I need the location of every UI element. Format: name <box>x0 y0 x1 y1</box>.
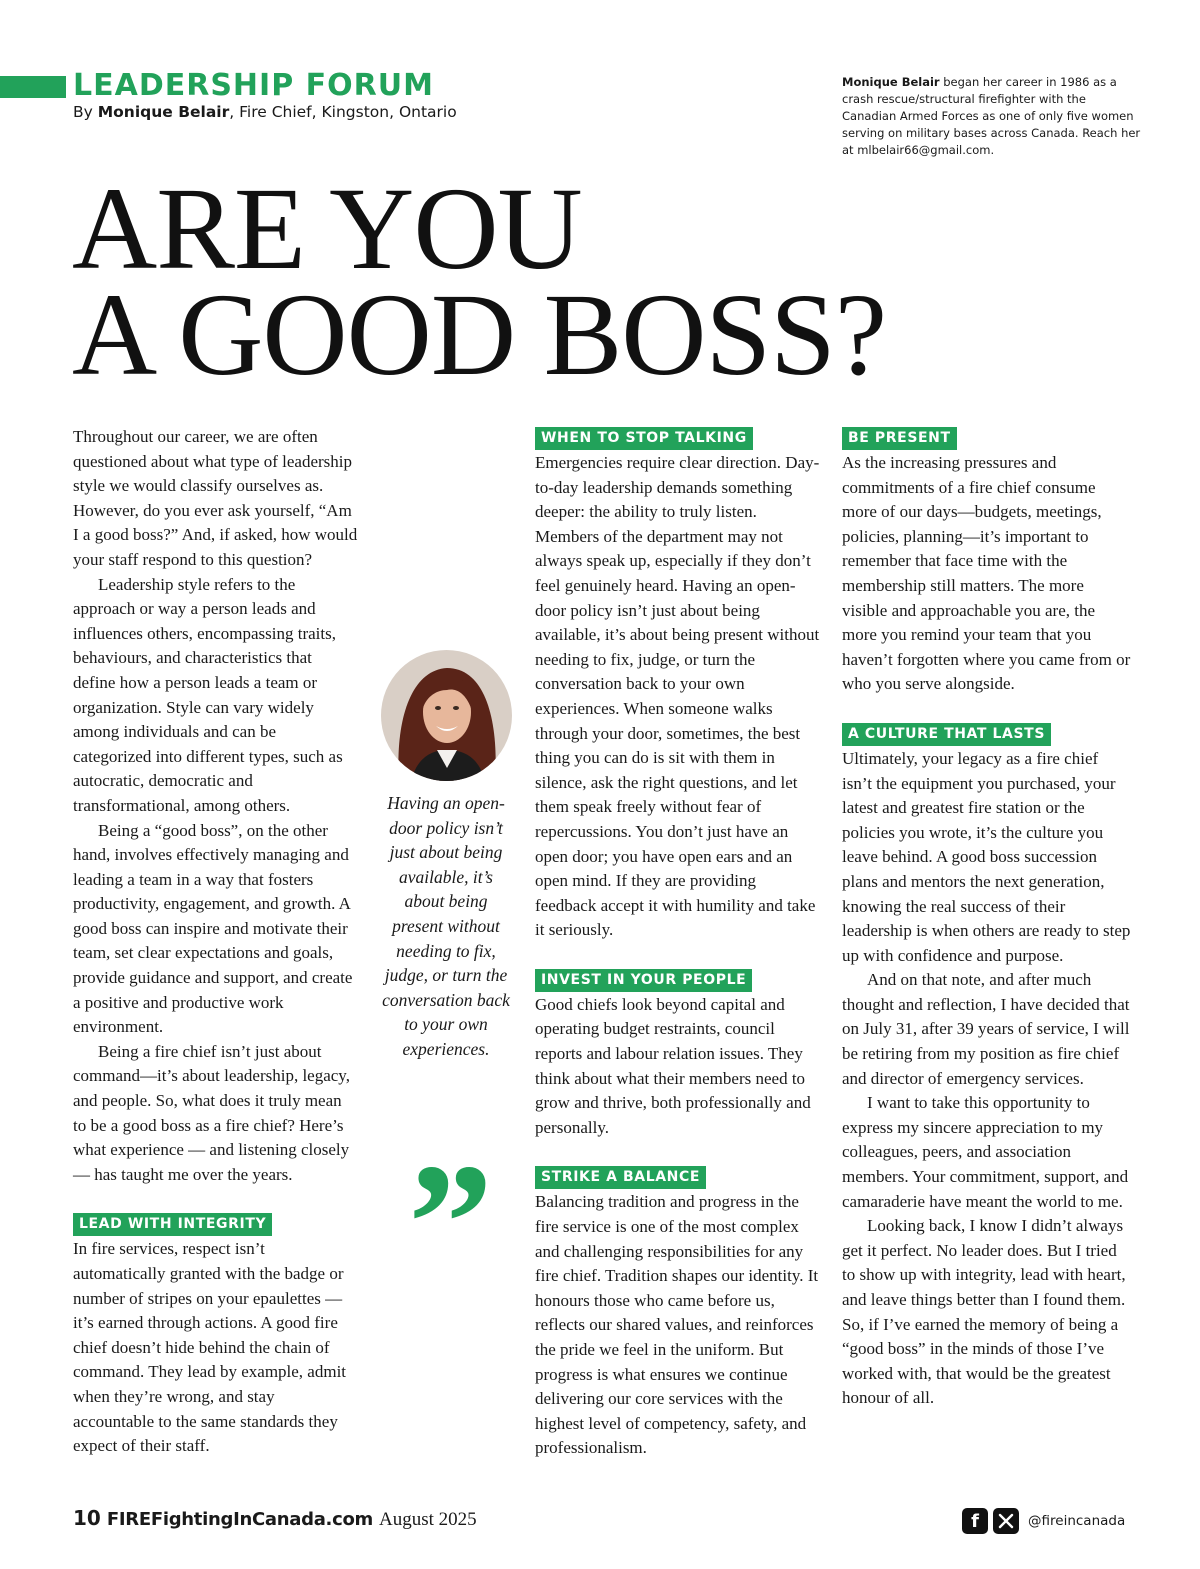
headline <box>72 163 887 400</box>
pull-quote: Having an open-door policy isn’t just about being available, it’s about being present without needing to fix, judge, or turn the conversation back to your own experiences. <box>382 793 510 1059</box>
section-tag: LEADERSHIP FORUM <box>73 68 434 103</box>
quote-mark-icon: ” <box>408 1129 493 1317</box>
byline-author-title: , Fire Chief, Kingston, Ontario <box>229 103 457 121</box>
facebook-icon[interactable]: f <box>962 1508 988 1534</box>
subhead-when-to-stop-talking: WHEN TO STOP TALKING <box>535 427 753 450</box>
social-handle[interactable]: @fireincanada <box>1028 1513 1126 1529</box>
culture-paragraph-1: Ultimately, your legacy as a fire chief isn’t the equipment you purchased, your latest and greatest fire station or the policies you wrote, it’s the culture you leave behind. A good boss succession plans and mentors the next generation, knowing the real success of their leadership is when others are ready to step up with confidence and purpose. <box>842 748 1131 965</box>
subhead-be-present: BE PRESENT <box>842 427 957 450</box>
culture-paragraph-2: And on that note, and after much thought and reflection, I have decided that on July 31, after 39 years of service, I will be retiring from my position as fire chief and director of emergency services. <box>842 970 1130 1088</box>
site-link[interactable]: FIREFightingInCanada.com <box>106 1509 373 1530</box>
intro-paragraph-1: Throughout our career, we are often questioned about what type of leadership style we would classify ourselves as. However, do you ever ask yourself, “Am I a good boss?” And, if asked, how would your staff respond to this question? <box>73 427 358 569</box>
intro-paragraph-3: Being a “good boss”, on the other hand, involves effectively managing and leading a team in a way that fosters productivity, engagement, and growth. A good boss can inspire and motivate their team, set clear expectations and goals, provide guidance and support, and create a positive and productive work environment. <box>73 820 353 1037</box>
issue-date: August 2025 <box>379 1509 477 1530</box>
author-bio <box>842 74 1142 159</box>
headline-line-1: ARE YOU <box>72 163 582 294</box>
article-column-2 <box>535 425 820 1461</box>
culture-paragraph-3: I want to take this opportunity to express my sincere appreciation to my colleagues, peers, and association members. Your commitment, support, and camaraderie have meant the world to me. <box>842 1093 1129 1211</box>
section-accent-bar <box>0 76 66 98</box>
byline-prefix: By <box>73 103 98 121</box>
talking-body: Emergencies require clear direction. Day-to-day leadership demands something deeper: the ability to truly listen. Members of the department may not always speak up, especially if they don’t feel genuinely heard. Having an open-door policy isn’t just about being available, it’s about being present without needing to fix, judge, or turn the conversation back to your own experiences. When someone walks through your door, sometimes, the best thing you can do is sit with them in silence, ask the right questions, and let them speak freely without fear of repercussions. You don’t just have an open door; you have open ears and an open mind. If they are providing feedback accept it with humility and take it seriously. <box>535 453 820 940</box>
intro-paragraph-4: Being a fire chief isn’t just about command—it’s about leadership, legacy, and people. So, what does it truly mean to be a good boss as a fire chief? Here’s what experience — and listening closely — has taught me over the years. <box>73 1041 350 1184</box>
bio-name: Monique Belair <box>842 75 940 89</box>
article-column-1 <box>73 425 358 1459</box>
bio-text: began her career in 1986 as a crash rescue/structural firefighter with the Canadian Armed Forces as one of only five women serving on military bases across Canada. Reach her at mlbelair66@gmail.com. <box>842 75 1141 157</box>
author-portrait <box>381 650 512 781</box>
intro-paragraph-2: Leadership style refers to the approach or way a person leads and influences others, encompassing traits, behaviours, and characteristics that define how a person leads a team or organization. Style can vary widely among individuals and can be categorized into different types, such as autocratic, democratic and transformational, among others. <box>73 574 343 815</box>
subhead-a-culture-that-lasts: A CULTURE THAT LASTS <box>842 723 1051 746</box>
x-icon[interactable] <box>993 1508 1019 1534</box>
page-number: 10 <box>73 1506 101 1530</box>
subhead-strike-a-balance: STRIKE A BALANCE <box>535 1166 706 1189</box>
article-column-3 <box>842 425 1132 1411</box>
page-footer <box>73 1506 477 1531</box>
byline <box>73 103 457 121</box>
invest-body: Good chiefs look beyond capital and operating budget restraints, council reports and labour relation issues. They think about what their members need to grow and thrive, both professionally and personally. <box>535 994 811 1137</box>
balance-body: Balancing tradition and progress in the fire service is one of the most complex and challenging responsibilities for any fire chief. Tradition shapes our identity. It honours those who came before us, reflects our shared values, and reinforces the pride we feel in the uniform. But progress is what ensures we continue delivering our core services with the highest level of competency, safety, and professionalism. <box>535 1192 819 1458</box>
culture-paragraph-4: Looking back, I know I didn’t always get it perfect. No leader does. But I tried to show up with integrity, lead with heart, and leave things better than I found them. So, if I’ve earned the memory of being a “good boss” in the minds of those I’ve worked with, that would be the greatest honour of all. <box>842 1216 1126 1408</box>
integrity-body: In fire services, respect isn’t automatically granted with the badge or number of stripes on your epaulettes — it’s earned through actions. A good fire chief doesn’t hide behind the chain of command. They lead by example, admit when they’re wrong, and stay accountable to the same standards they expect of their staff. <box>73 1239 347 1456</box>
present-body: As the increasing pressures and commitments of a fire chief consume more of our days—budgets, meetings, policies, planning—it’s important to remember that face time with the membership still matters. The more visible and approachable you are, the more you remind your team that you haven’t forgotten where you came from or who you serve alongside. <box>842 453 1131 694</box>
headline-line-2: A GOOD BOSS? <box>72 269 887 400</box>
social-links <box>962 1508 1125 1534</box>
byline-author: Monique Belair <box>97 103 230 121</box>
subhead-invest-in-your-people: INVEST IN YOUR PEOPLE <box>535 969 752 992</box>
subhead-lead-with-integrity: LEAD WITH INTEGRITY <box>73 1213 272 1236</box>
